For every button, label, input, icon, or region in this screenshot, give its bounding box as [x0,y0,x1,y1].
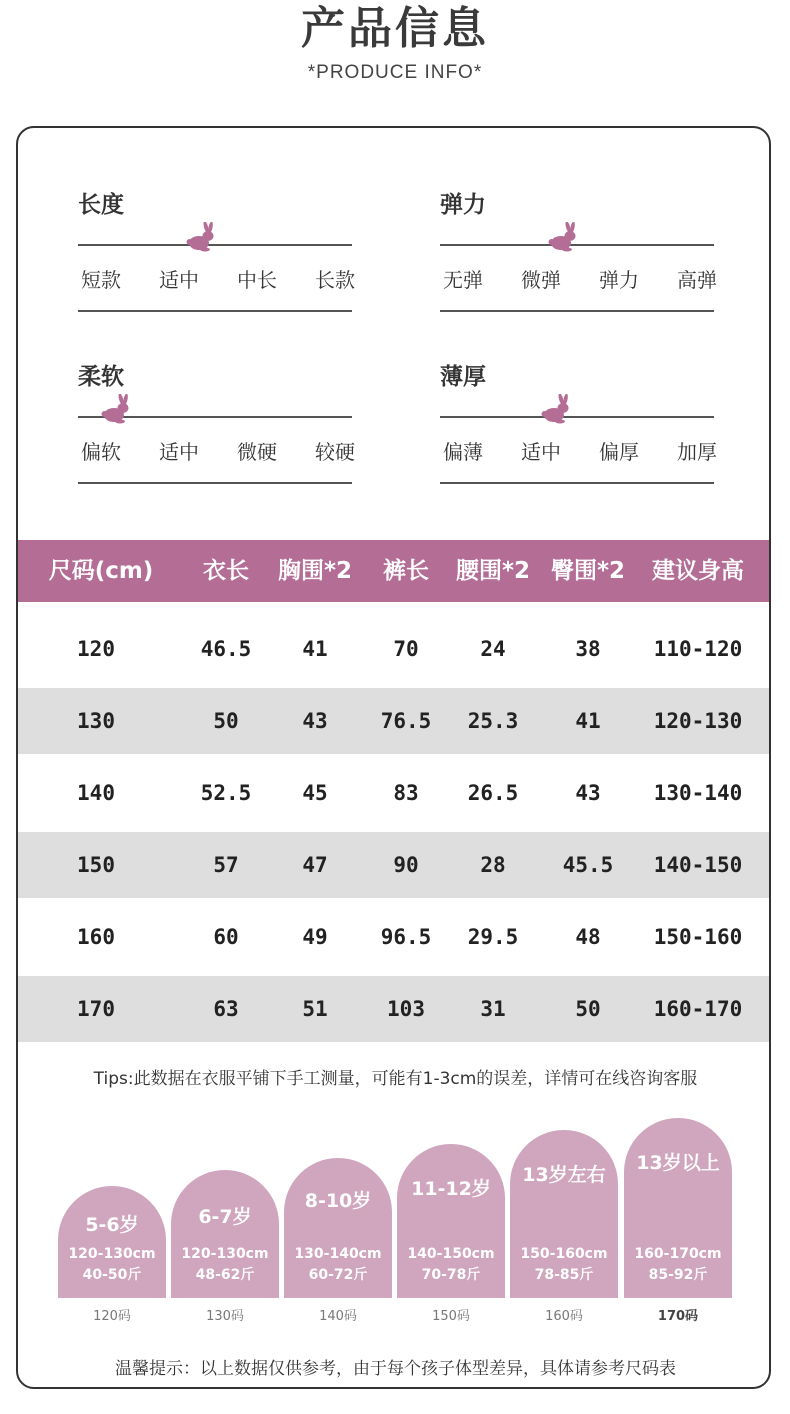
size-guide-card [284,1158,392,1298]
attribute-option: 长款 [315,268,355,292]
table-cell: 45.5 [562,853,614,877]
attribute-option: 适中 [159,268,199,292]
table-cell: 76.5 [380,709,432,733]
table-cell: 120-130 [653,709,743,733]
attribute-option: 加厚 [677,440,717,464]
table-cell: 140 [77,781,115,805]
size-label: 160码 [545,1309,583,1324]
table-cell: 46.5 [200,637,252,661]
table-cell: 43 [302,709,328,733]
table-cell: 130 [77,709,115,733]
table-cell: 120 [77,637,115,661]
attribute-option: 中长 [237,268,277,292]
attribute-name: 弹力 [440,192,486,218]
height-range: 120-130cm [181,1246,269,1262]
height-range: 140-150cm [407,1246,495,1262]
column-header: 胸围*2 [277,558,353,584]
size-label: 150码 [432,1309,470,1324]
table-row [18,760,771,826]
age-label: 5-6岁 [85,1214,139,1236]
attribute-softness [78,358,358,488]
table-cell: 103 [387,997,425,1021]
table-cell: 140-150 [653,853,743,877]
rabbit-icon [547,222,579,252]
table-cell: 50 [213,709,239,733]
height-range: 130-140cm [294,1246,382,1262]
attribute-option: 弹力 [599,268,639,292]
attribute-option: 微硬 [237,440,277,464]
size-label: 130码 [206,1309,244,1324]
attribute-option: 适中 [521,440,561,464]
attribute-option: 较硬 [315,440,355,464]
attribute-name: 柔软 [78,364,124,390]
table-cell: 70 [393,637,419,661]
table-cell: 57 [213,853,239,877]
attribute-option: 高弹 [677,268,717,292]
attribute-option: 偏薄 [443,440,483,464]
height-range: 160-170cm [634,1246,722,1262]
table-row [18,616,771,682]
table-cell: 38 [575,637,601,661]
height-range: 120-130cm [68,1246,156,1262]
table-cell: 29.5 [467,925,519,949]
footer-note: 温馨提示：以上数据仅供参考，由于每个孩子体型差异，具体请参考尺码表 [115,1359,676,1379]
scale-line [440,416,714,418]
table-cell: 150 [77,853,115,877]
table-cell: 41 [575,709,601,733]
table-cell: 160 [77,925,115,949]
attribute-option: 微弹 [521,268,561,292]
size-label: 120码 [93,1309,131,1324]
size-label: 170码 [657,1309,699,1324]
size-guide-card [171,1170,279,1298]
attribute-option: 无弹 [443,268,483,292]
table-row [18,976,771,1042]
divider [78,482,352,484]
table-row [18,832,771,898]
height-range: 150-160cm [520,1246,608,1262]
size-label: 140码 [319,1309,357,1324]
table-cell: 28 [480,853,506,877]
weight-range: 70-78斤 [421,1267,481,1283]
table-cell: 90 [393,853,419,877]
rabbit-icon [185,222,217,252]
size-guide-card [510,1130,618,1298]
table-cell: 63 [213,997,239,1021]
table-cell: 45 [302,781,328,805]
table-cell: 96.5 [380,925,432,949]
table-cell: 50 [575,997,601,1021]
table-cell: 170 [77,997,115,1021]
age-label: 13岁左右 [522,1164,606,1186]
table-cell: 160-170 [653,997,743,1021]
table-cell: 49 [302,925,328,949]
weight-range: 40-50斤 [82,1267,142,1283]
age-label: 11-12岁 [411,1178,491,1200]
table-row [18,904,771,970]
table-row [18,688,771,754]
table-cell: 24 [480,637,506,661]
table-cell: 52.5 [200,781,252,805]
rabbit-icon [100,394,132,424]
table-cell: 83 [393,781,419,805]
divider [440,482,714,484]
rabbit-icon [540,394,572,424]
table-cell: 43 [575,781,601,805]
age-label: 8-10岁 [304,1190,372,1212]
column-header: 裤长 [383,558,429,584]
weight-range: 48-62斤 [195,1267,255,1283]
size-table-header [18,540,771,602]
weight-range: 78-85斤 [534,1267,594,1283]
attribute-option: 偏软 [81,440,121,464]
attribute-name: 长度 [78,192,124,218]
attribute-length [78,186,358,316]
attribute-name: 薄厚 [440,364,486,390]
attribute-option: 短款 [81,268,121,292]
column-header: 衣长 [203,558,249,584]
info-card [16,126,771,1389]
weight-range: 60-72斤 [308,1267,368,1283]
table-cell: 48 [575,925,601,949]
attribute-elasticity [440,186,720,316]
table-cell: 41 [302,637,328,661]
attribute-option: 偏厚 [599,440,639,464]
page-title: 产品信息 [301,3,489,54]
tips-text: Tips:此数据在衣服平铺下手工测量，可能有1-3cm的误差，详情可在线咨询客服 [93,1069,698,1089]
divider [78,310,352,312]
column-header: 尺码(cm) [48,558,154,584]
age-label: 13岁以上 [636,1152,720,1174]
column-header: 建议身高 [652,558,744,584]
table-cell: 31 [480,997,506,1021]
table-cell: 150-160 [653,925,743,949]
table-cell: 51 [302,997,328,1021]
table-cell: 130-140 [653,781,743,805]
size-guide-card [58,1186,166,1298]
table-cell: 25.3 [467,709,519,733]
page-subtitle: *PRODUCE INFO* [307,62,483,83]
size-guide-card [624,1118,732,1298]
divider [440,310,714,312]
table-cell: 47 [302,853,328,877]
table-cell: 110-120 [653,637,743,661]
attribute-option: 适中 [159,440,199,464]
table-cell: 60 [213,925,239,949]
column-header: 腰围*2 [455,558,531,584]
age-label: 6-7岁 [198,1206,252,1228]
column-header: 臀围*2 [550,558,626,584]
size-guide-card [397,1144,505,1298]
table-cell: 26.5 [467,781,519,805]
attribute-thickness [440,358,720,488]
weight-range: 85-92斤 [648,1267,708,1283]
